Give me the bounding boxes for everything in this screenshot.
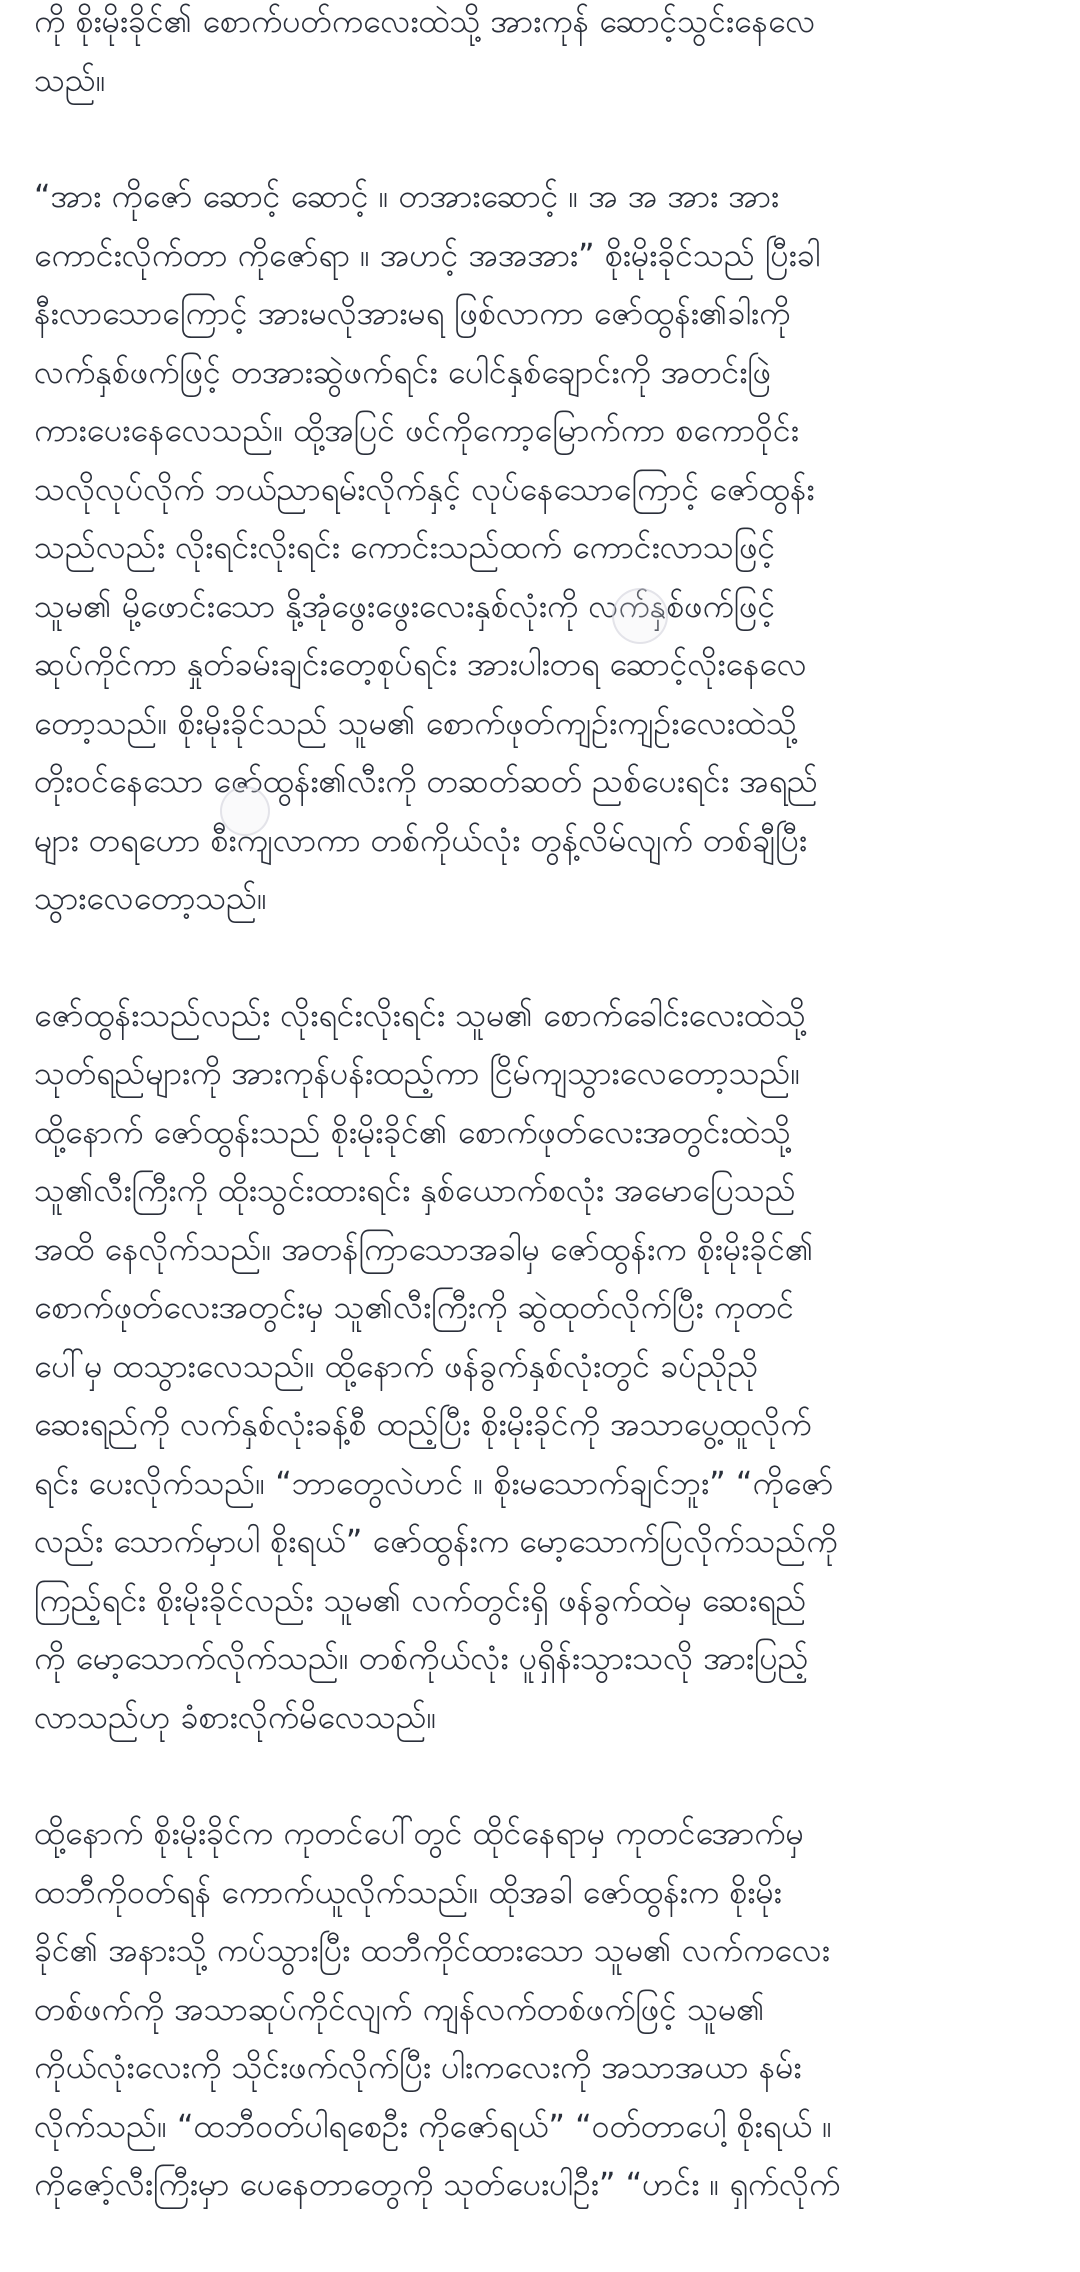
paragraph-line: ဇော်ထွန်းသည်လည်း လိုးရင်းလိုးရင်း သူမ၏ စောက်ခေါင်းလေးထဲသို့ bbox=[34, 995, 806, 1034]
paragraph-line: သလိုလုပ်လိုက် ဘယ်ညာရမ်းလိုက်နှင့် လုပ်နေသောကြောင့် ဇော်ထွန်း bbox=[34, 469, 815, 508]
article-paragraph bbox=[34, 0, 1046, 109]
paragraph-line: တစ်ဖက်ကို အသာဆုပ်ကိုင်လျက် ကျန်လက်တစ်ဖက်ဖြင့် သူမ၏ bbox=[34, 1989, 765, 2028]
paragraph-line: သူမ၏ မို့ဖောင်းသော နို့အုံဖွေးဖွေးလေးနှစ်လုံးကို လက်နှစ်ဖက်ဖြင့် bbox=[34, 586, 776, 625]
paragraph-line: တော့သည်။ စိုးမိုးခိုင်သည် သူမ၏ စောက်ဖုတ်ကျဉ်းကျဉ်းလေးထဲသို့ bbox=[34, 703, 797, 742]
paragraph-line: ဆေးရည်ကို လက်နှစ်လုံးခန့်စီ ထည့်ပြီး စိုးမိုးခိုင်ကို အသာပွေ့ထူလိုက် bbox=[34, 1405, 812, 1443]
paragraph-line: ထဘီကိုဝတ်ရန် ကောက်ယူလိုက်သည်။ ထိုအခါ ဇော်ထွန်းက စိုးမိုး bbox=[34, 1872, 782, 1911]
paragraph-line: သုတ်ရည်များကို အားကုန်ပန်းထည့်ကာ ငြိမ်ကျသွားလေတော့သည်။ bbox=[34, 1054, 801, 1092]
paragraph-line: “အား ကိုဇော် ဆောင့် ဆောင့် ။ တအားဆောင့် ။ အ အ အား အား bbox=[34, 177, 779, 215]
paragraph-line: ကိုယ်လုံးလေးကို သိုင်းဖက်လိုက်ပြီး ပါးကလေးကို အသာအယာ နမ်း bbox=[34, 2048, 802, 2086]
paragraph-line: တိုးဝင်နေသော ဇော်ထွန်း၏လီးကို တဆတ်ဆတ် ညစ်ပေးရင်း အရည် bbox=[34, 762, 818, 800]
article-paragraph bbox=[34, 167, 1046, 928]
paragraph-line: နီးလာသောကြောင့် အားမလိုအားမရ ဖြစ်လာကာ ဇော်ထွန်း၏ခါးကို bbox=[34, 294, 791, 332]
paragraph-line: သွားလေတော့သည်။ bbox=[34, 879, 267, 917]
paragraph-line: ကောင်းလိုက်တာ ကိုဇော်ရာ ။ အဟင့် အအအား” စိုးမိုးခိုင်သည် ပြီးခါ bbox=[34, 235, 821, 274]
paragraph-line: လာသည်ဟု ခံစားလိုက်မိလေသည်။ bbox=[34, 1697, 437, 1736]
paragraph-line: လက်နှစ်ဖက်ဖြင့် တအားဆွဲဖက်ရင်း ပေါင်နှစ်ချောင်းကို အတင်းဖြဲ bbox=[34, 352, 771, 391]
paragraph-line: များ တရဟော စီးကျလာကာ တစ်ကိုယ်လုံး တွန့်လိမ်လျက် တစ်ချီပြီး bbox=[34, 820, 807, 859]
paragraph-line: သည်။ bbox=[34, 60, 106, 99]
paragraph-line: သည်လည်း လိုးရင်းလိုးရင်း ကောင်းသည်ထက် ကောင်းလာသဖြင့် bbox=[34, 528, 776, 566]
paragraph-line: ကို မော့သောက်လိုက်သည်။ တစ်ကိုယ်လုံး ပူရှိန်းသွားသလို အားပြည့် bbox=[34, 1639, 809, 1677]
paragraph-line: ကို စိုးမိုးခိုင်၏ စောက်ပတ်ကလေးထဲသို့ အားကုန် ဆောင့်သွင်းနေလေ bbox=[34, 2, 816, 40]
paragraph-line: ထို့နောက် စိုးမိုးခိုင်က ကုတင်ပေါ်တွင် ထိုင်နေရာမှ ကုတင်အောက်မှ bbox=[34, 1814, 804, 1852]
paragraph-line: ပေါ်မှ ထသွားလေသည်။ ထို့နောက် ဖန်ခွက်နှစ်လုံးတွင် ခပ်ညိုညို bbox=[34, 1346, 759, 1385]
article-paragraph bbox=[34, 986, 1046, 1747]
paragraph-line: အထိ နေလိုက်သည်။ အတန်ကြာသောအခါမှ ဇော်ထွန်းက စိုးမိုးခိုင်၏ bbox=[34, 1229, 814, 1268]
paragraph-line: ကားပေးနေလေသည်။ ထို့အပြင် ဖင်ကိုကော့မြောက်ကာ စကောဝိုင်း bbox=[34, 411, 799, 449]
paragraph-line: လည်း သောက်မှာပါ စိုးရယ်” ဇော်ထွန်းက မော့သောက်ပြလိုက်သည်ကို bbox=[34, 1522, 838, 1560]
paragraph-line: လိုက်သည်။ “ထဘီဝတ်ပါရစေဦး ကိုဇော်ရယ်” “ဝတ်တာပေါ့ စိုးရယ် ။ bbox=[34, 2106, 832, 2145]
article-paragraph bbox=[34, 1804, 1046, 2214]
paragraph-line: သူ၏လီးကြီးကို ထိုးသွင်းထားရင်း နှစ်ယောက်စလုံး အမောပြေသည် bbox=[34, 1171, 796, 1209]
paragraph-line: ထို့နောက် ဇော်ထွန်းသည် စိုးမိုးခိုင်၏ စောက်ဖုတ်လေးအတွင်းထဲသို့ bbox=[34, 1112, 791, 1151]
paragraph-line: ရင်း ပေးလိုက်သည်။ “ဘာတွေလဲဟင် ။ စိုးမသောက်ချင်ဘူး” “ကိုဇော် bbox=[34, 1463, 834, 1502]
paragraph-line: ဆုပ်ကိုင်ကာ နှုတ်ခမ်းချင်းတေ့စုပ်ရင်း အားပါးတရ ဆောင့်လိုးနေလေ bbox=[34, 645, 807, 683]
article-body bbox=[34, 0, 1046, 2214]
paragraph-line: ခိုင်၏ အနားသို့ ကပ်သွားပြီး ထဘီကိုင်ထားသော သူမ၏ လက်ကလေး bbox=[34, 1931, 830, 1969]
paragraph-line: စောက်ဖုတ်လေးအတွင်းမှ သူ၏လီးကြီးကို ဆွဲထုတ်လိုက်ပြီး ကုတင် bbox=[34, 1288, 794, 1326]
paragraph-line: ကြည့်ရင်း စိုးမိုးခိုင်လည်း သူမ၏ လက်တွင်းရှိ ဖန်ခွက်ထဲမှ ဆေးရည် bbox=[34, 1580, 807, 1619]
paragraph-line: ကိုဇော့်လီးကြီးမှာ ပေနေတာတွေကို သုတ်ပေးပါဦး” “ဟင်း ။ ရှက်လိုက် bbox=[34, 2165, 841, 2203]
